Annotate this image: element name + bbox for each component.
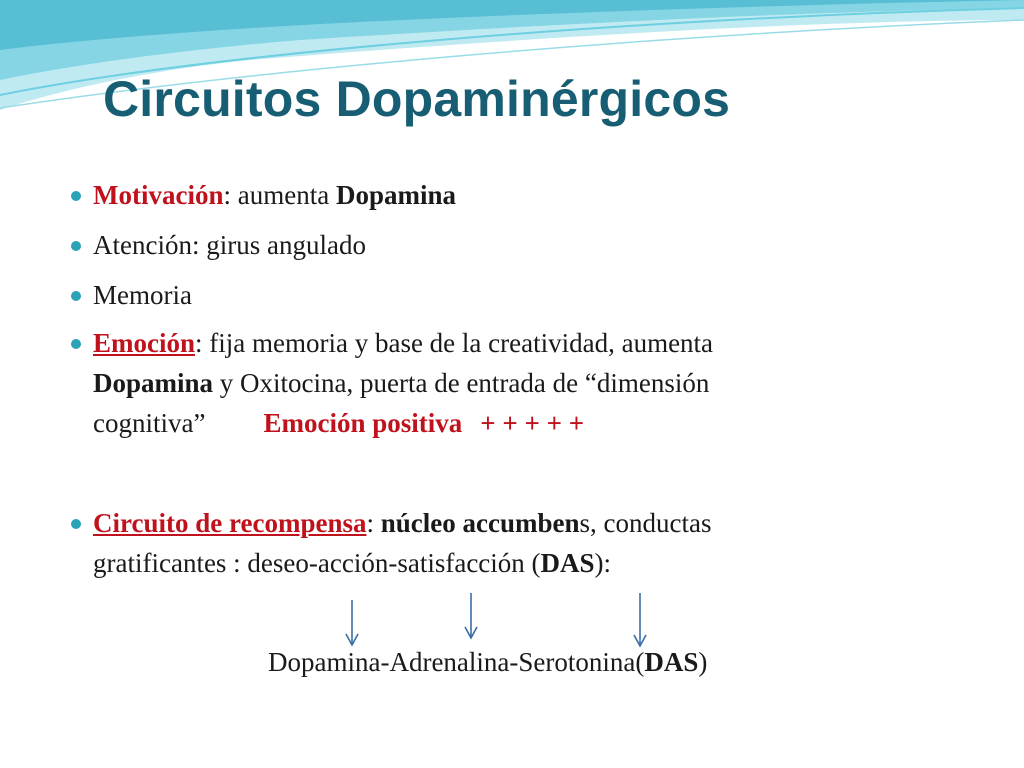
recompensa-line2-text: gratificantes : deseo-acción-satisfacción (: [93, 548, 541, 578]
emocion-line2-text: y Oxitocina, puerta de entrada de “dimensión: [213, 368, 710, 398]
das-summary-text: Dopamina-Adrenalina-Serotonina(: [268, 647, 645, 677]
slide-title: Circuitos Dopaminérgicos: [103, 71, 731, 127]
recompensa-label: Circuito de recompensa: [93, 508, 367, 538]
motivacion-strong: Dopamina: [335, 180, 456, 210]
recompensa-colon: :: [366, 508, 381, 538]
atencion-text: Atención: girus angulado: [93, 230, 366, 260]
down-arrow-icon: [346, 600, 358, 645]
down-arrow-icon: [465, 593, 477, 638]
motivacion-label: Motivación: [93, 180, 224, 210]
recompensa-line1-text: s, conductas: [579, 508, 712, 538]
recompensa-das: DAS: [540, 548, 595, 578]
das-summary-strong: DAS: [644, 647, 699, 677]
motivacion-text: : aumenta: [223, 180, 336, 210]
down-arrow-icon: [634, 593, 646, 646]
emocion-line3-text: cognitiva”: [93, 408, 206, 438]
das-summary-line: [268, 642, 707, 682]
emocion-plus-signs: + + + + +: [480, 408, 585, 438]
emocion-line1-text: : fija memoria y base de la creatividad, aumenta: [195, 328, 714, 358]
emocion-label: Emoción: [93, 328, 196, 358]
recompensa-line2-end: ):: [594, 548, 612, 578]
memoria-text: Memoria: [93, 280, 192, 310]
emocion-positiva: Emoción positiva: [263, 408, 463, 438]
emocion-dopamina: Dopamina: [93, 368, 214, 398]
das-summary-end: ): [698, 647, 708, 677]
recompensa-nucleo: núcleo accumben: [380, 508, 580, 538]
